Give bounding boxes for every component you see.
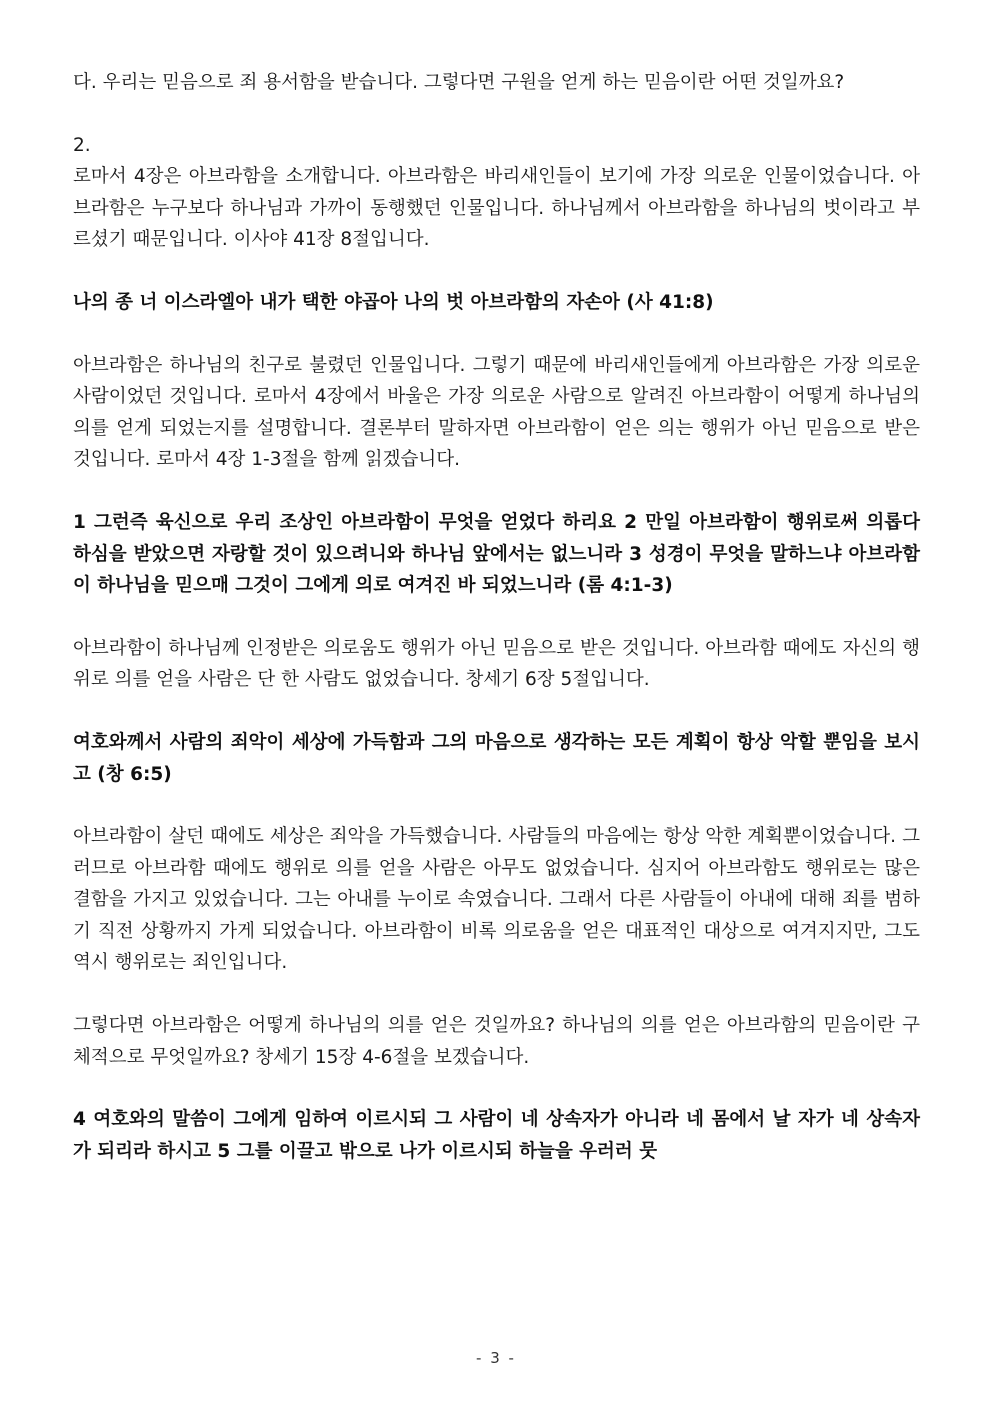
paragraph-continuation: 다. 우리는 믿음으로 죄 용서함을 받습니다. 그렇다면 구원을 얻게 하는 믿음이란 어떤 것일까요? bbox=[73, 72, 845, 93]
paragraph-body: 아브라함이 살던 때에도 세상은 죄악을 가득했습니다. 사람들의 마음에는 항상 악한 계획뿐이었습니다. 그러므로 아브라함 때에도 행위로 의를 얻을 사람은 아무도 없었습니다. 심지어 아브라함도 행위로는 많은 결함을 가지고 있었습니다. 그는 아내를 누이로 속였습니다. 그래서 다른 사람들이 아내에 대해 죄를 범하기 직전 상황까지 가게 되었습니다. 아브라함이 비록 의로움을 얻은 대표적인 대상으로 여겨지지만, 그도 역시 행위로는 죄인입니다. bbox=[73, 826, 920, 974]
page-content bbox=[73, 0, 920, 1167]
paragraph-body: 아브라함은 하나님의 친구로 불렸던 인물입니다. 그렇기 때문에 바리새인들에게 아브라함은 가장 의로운 사람이었던 것입니다. 로마서 4장에서 바울은 가장 의로운 사람으로 알려진 아브라함이 어떻게 하나님의 의를 얻게 되었는지를 설명합니다. 결론부터 말하자면 아브라함이 얻은 의는 행위가 아닌 믿음으로 받은 것입니다. 로마서 4장 1-3절을 함께 읽겠습니다. bbox=[73, 354, 920, 471]
section-number: 2. bbox=[73, 134, 91, 156]
paragraph-body: 로마서 4장은 아브라함을 소개합니다. 아브라함은 바리새인들이 보기에 가장 의로운 인물이었습니다. 아브라함은 누구보다 하나님과 가까이 동행했던 인물입니다. 하나님께서 아브라함을 하나님의 벗이라고 부르셨기 때문입니다. 이사야 41장 8절입니다. bbox=[73, 166, 920, 251]
scripture-quote: 4 여호와의 말씀이 그에게 임하여 이르시되 그 사람이 네 상속자가 아니라 네 몸에서 날 자가 네 상속자가 되리라 하시고 5 그를 이끌고 밖으로 나가 이르시되 하늘을 우러러 뭇 bbox=[73, 1109, 920, 1162]
scripture-quote: 1 그런즉 육신으로 우리 조상인 아브라함이 무엇을 얻었다 하리요 2 만일 아브라함이 행위로써 의롭다 하심을 받았으면 자랑할 것이 있으려니와 하나님 앞에서는 없느니라 3 성경이 무엇을 말하느냐 아브라함이 하나님을 믿으매 그것이 그에게 의로 여겨진 바 되었느니라 (롬 4:1-3) bbox=[73, 511, 920, 597]
paragraph-body: 그렇다면 아브라함은 어떻게 하나님의 의를 얻은 것일까요? 하나님의 의를 얻은 아브라함의 믿음이란 구체적으로 무엇일까요? 창세기 15장 4-6절을 보겠습니다. bbox=[73, 1015, 920, 1068]
scripture-quote: 나의 종 너 이스라엘아 내가 택한 야곱아 나의 벗 아브라함의 자손아 (사 41:8) bbox=[73, 291, 714, 313]
scripture-quote: 여호와께서 사람의 죄악이 세상에 가득함과 그의 마음으로 생각하는 모든 계획이 항상 악할 뿐임을 보시고 (창 6:5) bbox=[73, 731, 920, 785]
paragraph-body: 아브라함이 하나님께 인정받은 의로움도 행위가 아닌 믿음으로 받은 것입니다. 아브라함 때에도 자신의 행위로 의를 얻을 사람은 단 한 사람도 없었습니다. 창세기 6장 5절입니다. bbox=[73, 637, 920, 691]
page-number: - 3 - bbox=[476, 1349, 516, 1367]
